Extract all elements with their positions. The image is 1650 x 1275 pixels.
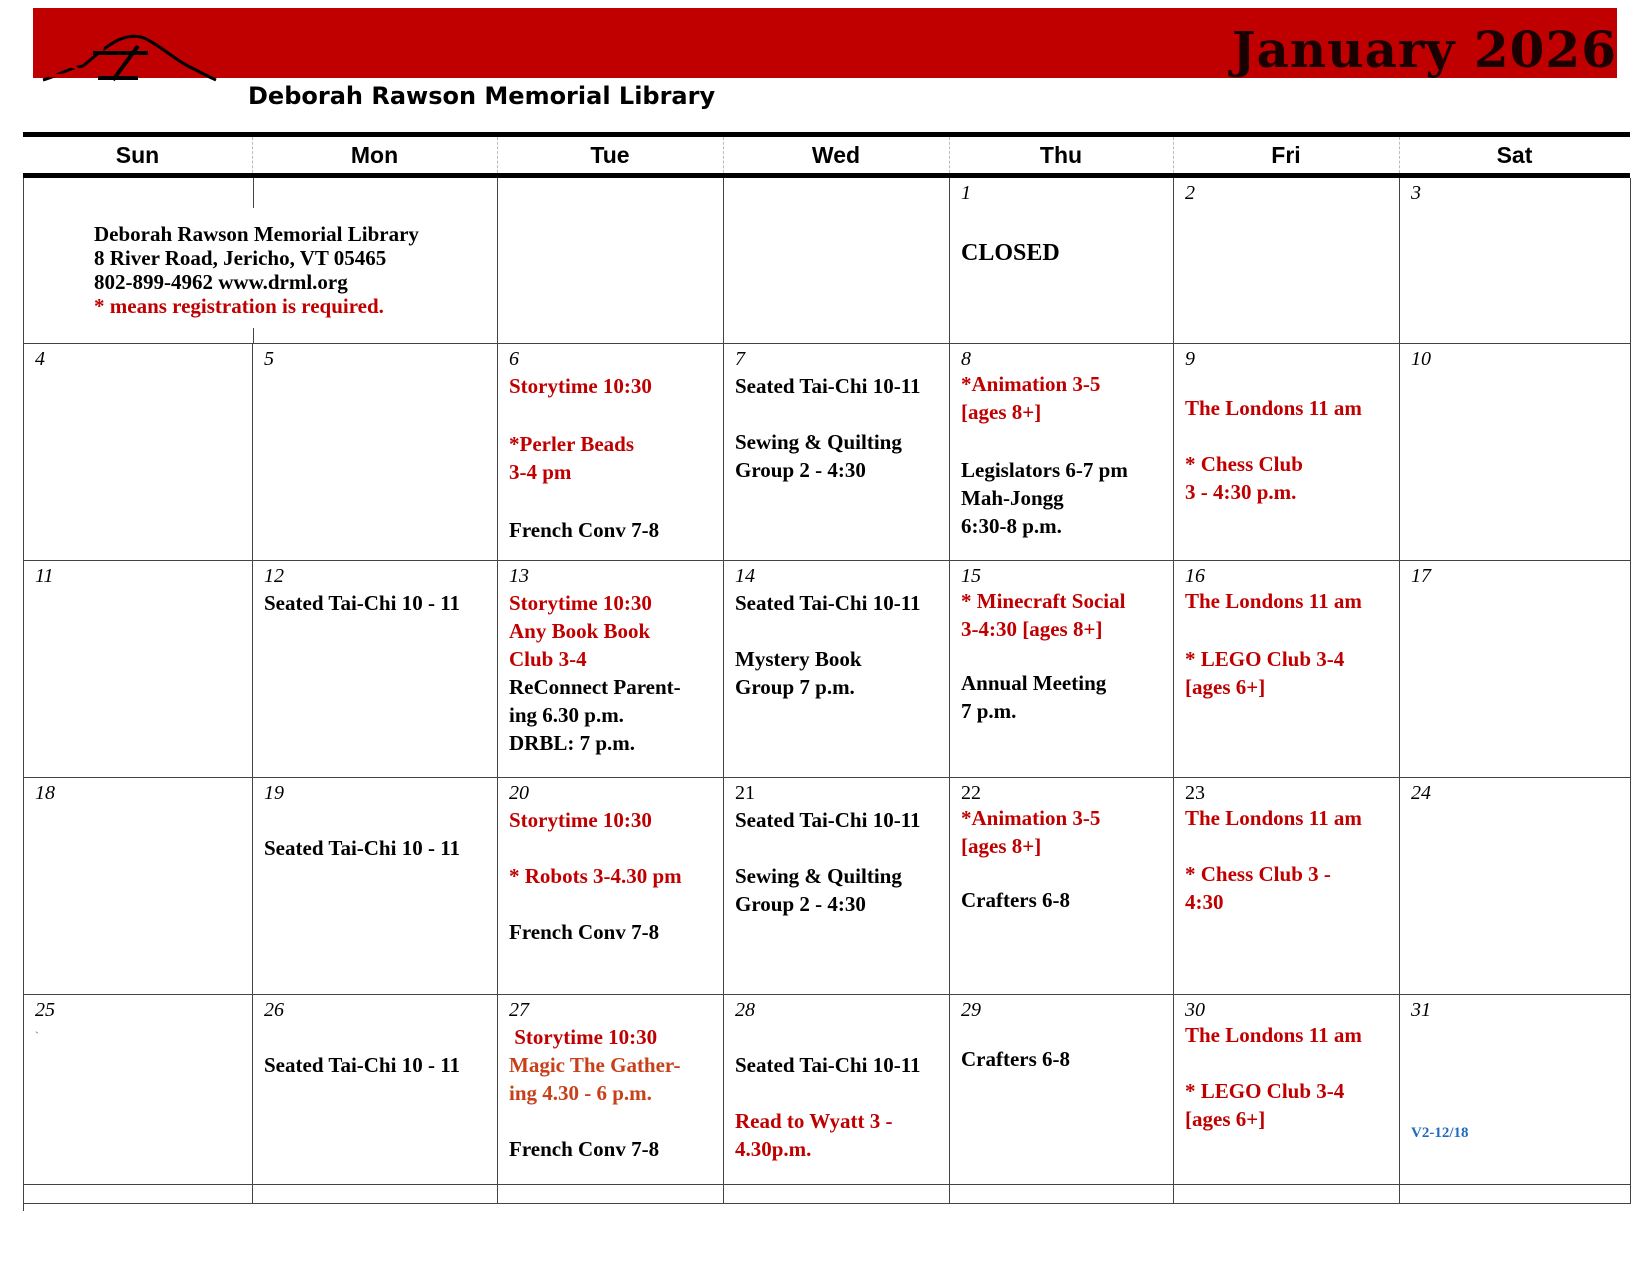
event-mystery-book-time: Group 7 p.m. — [735, 675, 855, 699]
event-crafters: Crafters 6-8 — [961, 1047, 1071, 1071]
event-sewing: Sewing & Quilting — [735, 864, 902, 888]
event-animation: *Animation 3-5 — [961, 372, 1101, 396]
day-number: 13 — [509, 565, 529, 587]
day-cell-24 — [1400, 778, 1631, 995]
day-number: 3 — [1411, 182, 1421, 204]
day-number: 4 — [35, 348, 45, 370]
day-cell-10 — [1400, 344, 1631, 561]
day-cell-1 — [950, 178, 1174, 344]
spacer-cell — [1400, 1185, 1631, 1204]
event-londons: The Londons 11 am — [1185, 589, 1362, 613]
event-sewing: Sewing & Quilting — [735, 430, 902, 454]
day-number: 6 — [509, 348, 519, 370]
event-chess-club-time: 4:30 — [1185, 890, 1224, 914]
event-tai-chi: Seated Tai-Chi 10-11 — [735, 374, 921, 398]
cell-divider-stub — [253, 328, 254, 344]
event-lego-club-ages: [ages 6+] — [1185, 1107, 1266, 1131]
library-name: Deborah Rawson Memorial Library — [248, 82, 716, 110]
day-cell-20 — [498, 778, 724, 995]
event-sewing-time: Group 2 - 4:30 — [735, 458, 866, 482]
day-number: 16 — [1185, 565, 1205, 587]
day-number: 26 — [264, 999, 284, 1021]
event-reconnect-time: ing 6.30 p.m. — [509, 703, 624, 727]
day-cell-23 — [1174, 778, 1400, 995]
day-number: 2 — [1185, 182, 1195, 204]
event-tai-chi: Seated Tai-Chi 10-11 — [735, 1053, 921, 1077]
day-cell-19 — [253, 778, 498, 995]
day-cell-18 — [24, 778, 253, 995]
weekday-thu: Thu — [1039, 142, 1083, 168]
info-registration-note: * means registration is required. — [94, 294, 384, 318]
day-cell-3 — [1400, 178, 1631, 344]
stray-mark: ` — [35, 1029, 39, 1043]
spacer-cell — [24, 1185, 253, 1204]
event-book-club: Any Book Book — [509, 619, 651, 643]
info-contact: 802-899-4962 www.drml.org — [94, 270, 348, 294]
header-banner — [33, 8, 1617, 78]
day-cell-4 — [24, 344, 253, 561]
event-annual-meeting-time: 7 p.m. — [961, 699, 1017, 723]
day-cell-21 — [724, 778, 950, 995]
event-lego-club-ages: [ages 6+] — [1185, 675, 1266, 699]
info-name: Deborah Rawson Memorial Library — [94, 222, 419, 246]
day-number: 21 — [735, 782, 755, 804]
day-cell-5 — [253, 344, 498, 561]
day-number: 17 — [1411, 565, 1431, 587]
event-londons: The Londons 11 am — [1185, 396, 1362, 420]
weekday-wed: Wed — [811, 142, 861, 168]
event-mah-jongg: Mah-Jongg — [961, 486, 1064, 510]
event-magic-gathering-time: ing 4.30 - 6 p.m. — [509, 1081, 652, 1105]
weekday-fri: Fri — [1271, 142, 1301, 168]
day-number: 19 — [264, 782, 284, 804]
day-cell-22 — [950, 778, 1174, 995]
day-cell-16 — [1174, 561, 1400, 778]
day-cell-27 — [498, 995, 724, 1185]
calendar-grid — [23, 178, 1630, 1211]
day-cell-30 — [1174, 995, 1400, 1185]
event-storytime: Storytime 10:30 — [509, 374, 652, 398]
day-number: 5 — [264, 348, 274, 370]
event-french-conv: French Conv 7-8 — [509, 920, 660, 944]
version-label: V2-12/18 — [1411, 1125, 1469, 1141]
info-address: 8 River Road, Jericho, VT 05465 — [94, 246, 387, 270]
day-number: 9 — [1185, 348, 1195, 370]
day-number: 1 — [961, 182, 971, 204]
event-londons: The Londons 11 am — [1185, 1023, 1362, 1047]
day-number: 28 — [735, 999, 755, 1021]
day-number: 23 — [1185, 782, 1205, 804]
spacer-cell — [253, 1185, 498, 1204]
spacer-cell — [1174, 1185, 1400, 1204]
event-mystery-book: Mystery Book — [735, 647, 862, 671]
day-number: 29 — [961, 999, 981, 1021]
day-number: 27 — [509, 999, 529, 1021]
day-cell-31 — [1400, 995, 1631, 1185]
day-number: 18 — [35, 782, 55, 804]
event-tai-chi: Seated Tai-Chi 10 - 11 — [264, 1053, 461, 1077]
month-title: January 2026 — [1231, 20, 1617, 79]
day-cell-28 — [724, 995, 950, 1185]
day-number: 15 — [961, 565, 981, 587]
day-number: 24 — [1411, 782, 1431, 804]
event-read-to-wyatt-time: 4.30p.m. — [735, 1137, 812, 1161]
event-londons: The Londons 11 am — [1185, 806, 1362, 830]
event-annual-meeting: Annual Meeting — [961, 671, 1107, 695]
event-animation-ages: [ages 8+] — [961, 834, 1042, 858]
spacer-cell — [724, 1185, 950, 1204]
weekday-mon: Mon — [350, 142, 399, 168]
event-mah-jongg-time: 6:30-8 p.m. — [961, 514, 1062, 538]
day-number: 8 — [961, 348, 971, 370]
event-french-conv: French Conv 7-8 — [509, 518, 660, 542]
cell-divider-stub — [253, 178, 254, 208]
weekday-sun: Sun — [115, 142, 160, 168]
event-chess-club: * Chess Club — [1185, 452, 1303, 476]
event-legislators: Legislators 6-7 pm — [961, 458, 1128, 482]
event-perler-beads: *Perler Beads — [509, 432, 634, 456]
day-number: 31 — [1411, 999, 1431, 1021]
event-chess-club-time: 3 - 4:30 p.m. — [1185, 480, 1297, 504]
day-cell-14 — [724, 561, 950, 778]
day-cell-7 — [724, 344, 950, 561]
spacer-cell — [498, 1185, 724, 1204]
event-drbl: DRBL: 7 p.m. — [509, 731, 636, 755]
event-minecraft: * Minecraft Social — [961, 589, 1126, 613]
weekday-sat: Sat — [1496, 142, 1533, 168]
day-cell-6 — [498, 344, 724, 561]
day-cell-26 — [253, 995, 498, 1185]
day-number: 25 — [35, 999, 55, 1021]
library-logo-icon — [38, 28, 218, 90]
day-cell-11 — [24, 561, 253, 778]
event-storytime: Storytime 10:30 — [509, 808, 652, 832]
info-cell — [24, 178, 498, 344]
event-tai-chi: Seated Tai-Chi 10 - 11 — [264, 836, 461, 860]
spacer-cell — [950, 1185, 1174, 1204]
weekday-tue: Tue — [590, 142, 630, 168]
event-lego-club: * LEGO Club 3-4 — [1185, 647, 1345, 671]
day-cell-13 — [498, 561, 724, 778]
event-chess-club: * Chess Club 3 - — [1185, 862, 1331, 886]
day-cell-17 — [1400, 561, 1631, 778]
event-book-club-time: Club 3-4 — [509, 647, 587, 671]
day-cell-15 — [950, 561, 1174, 778]
day-cell-empty — [724, 178, 950, 344]
day-number: 30 — [1185, 999, 1205, 1021]
closed-label: CLOSED — [961, 240, 1060, 266]
event-read-to-wyatt: Read to Wyatt 3 - — [735, 1109, 893, 1133]
event-minecraft-time: 3-4:30 [ages 8+] — [961, 617, 1103, 641]
event-crafters: Crafters 6-8 — [961, 888, 1071, 912]
event-animation: *Animation 3-5 — [961, 806, 1101, 830]
day-cell-25 — [24, 995, 253, 1185]
event-sewing-time: Group 2 - 4:30 — [735, 892, 866, 916]
event-tai-chi: Seated Tai-Chi 10 - 11 — [264, 591, 461, 615]
library-info — [94, 222, 419, 318]
day-cell-12 — [253, 561, 498, 778]
day-cell-9 — [1174, 344, 1400, 561]
day-cell-empty — [498, 178, 724, 344]
day-number: 22 — [961, 782, 981, 804]
event-reconnect: ReConnect Parent- — [509, 675, 681, 699]
event-tai-chi: Seated Tai-Chi 10-11 — [735, 808, 921, 832]
weekday-header — [23, 137, 1630, 173]
event-french-conv: French Conv 7-8 — [509, 1137, 660, 1161]
event-magic-gathering: Magic The Gather- — [509, 1053, 681, 1077]
event-lego-club: * LEGO Club 3-4 — [1185, 1079, 1345, 1103]
event-tai-chi: Seated Tai-Chi 10-11 — [735, 591, 921, 615]
day-cell-2 — [1174, 178, 1400, 344]
day-number: 20 — [509, 782, 529, 804]
event-animation-ages: [ages 8+] — [961, 400, 1042, 424]
day-number: 11 — [35, 565, 54, 587]
day-number: 14 — [735, 565, 755, 587]
event-storytime: Storytime 10:30 — [509, 591, 652, 615]
day-number: 10 — [1411, 348, 1431, 370]
event-storytime: Storytime 10:30 — [509, 1025, 658, 1049]
day-cell-8 — [950, 344, 1174, 561]
day-number: 7 — [735, 348, 745, 370]
event-perler-beads-time: 3-4 pm — [509, 460, 572, 484]
day-cell-29 — [950, 995, 1174, 1185]
event-robots: * Robots 3-4.30 pm — [509, 864, 682, 888]
day-number: 12 — [264, 565, 284, 587]
